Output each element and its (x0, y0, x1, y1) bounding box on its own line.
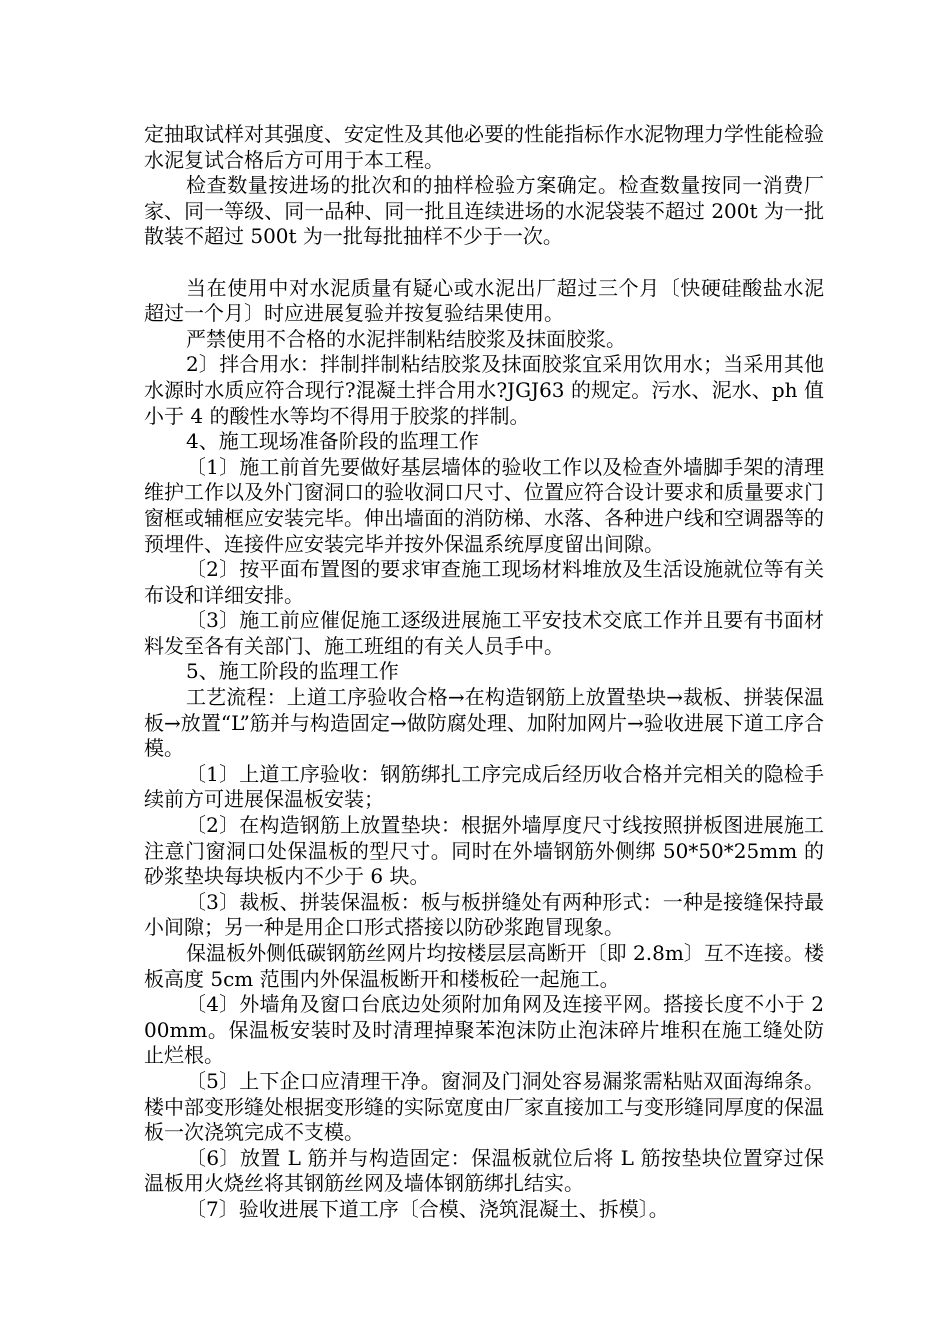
paragraph: 〔1〕施工前首先要做好基层墙体的验收工作以及检查外墙脚手架的清理维护工作以及外门窗洞口的验收洞口尺寸、位置应符合设计要求和质量要求门窗框或辅框应安装完毕。伸出墙面的消防梯、水落、各种进户线和空调器等的预埋件、连接件应安装完毕并按外保温系统厚度留出间隙。 (144, 454, 824, 556)
paragraph: 5、施工阶段的监理工作 (186, 659, 399, 684)
paragraph: 〔5〕上下企口应清理干净。窗洞及门洞处容易漏浆需粘贴双面海绵条。楼中部变形缝处根据变形缝的实际宽度由厂家直接加工与变形缝同厚度的保温板一次浇筑完成不支模。 (144, 1068, 824, 1145)
paragraph: 〔2〕在构造钢筋上放置垫块：根据外墙厚度尺寸线按照拼板图进展施工注意门窗洞口处保温板的型尺寸。同时在外墙钢筋外侧绑 50*50*25mm 的砂浆垫块每块板内不少于 6 块。 (144, 813, 824, 889)
paragraph: 定抽取试样对其强度、安定性及其他必要的性能指标作水泥物理力学性能检验水泥复试合格后方可用于本工程。 (144, 122, 824, 172)
paragraph: 严禁使用不合格的水泥拌制粘结胶浆及抹面胶浆。 (186, 326, 626, 351)
paragraph: 〔7〕验收进展下道工序〔合模、浇筑混凝土、拆模〕。 (186, 1196, 669, 1221)
paragraph: 〔3〕裁板、拼装保温板：板与板拼缝处有两种形式：一种是接缝保持最小间隙；另一种是用企口形式搭接以防砂浆跑冒现象。 (144, 889, 824, 940)
paragraph: 当在使用中对水泥质量有疑心或水泥出厂超过三个月〔快硬硅酸盐水泥超过一个月〕时应进展复验并按复验结果使用。 (144, 275, 824, 326)
paragraph: 工艺流程：上道工序验收合格→在构造钢筋上放置垫块→裁板、拼装保温板→放置“L”筋并与构造固定→做防腐处理、加附加网片→验收进展下道工序合模。 (144, 685, 824, 761)
paragraph: 〔2〕按平面布置图的要求审查施工现场材料堆放及生活设施就位等有关布设和详细安排。 (144, 557, 824, 607)
paragraph: 4、施工现场准备阶段的监理工作 (186, 429, 479, 454)
paragraph: 保温板外侧低碳钢筋丝网片均按楼层层高断开〔即 2.8m〕互不连接。楼板高度 5cm 范围内外保温板断开和楼板砼一起施工。 (144, 941, 824, 991)
paragraph: 〔4〕外墙角及窗口台底边处须附加角网及连接平网。搭接长度不小于 200mm。保温板安装时及时清理掉聚苯泡沫防止泡沫碎片堆积在施工缝处防止烂根。 (144, 992, 824, 1068)
paragraph: 〔6〕放置 L 筋并与构造固定：保温板就位后将 L 筋按垫块位置穿过保温板用火烧丝将其钢筋丝网及墙体钢筋绑扎结实。 (144, 1145, 824, 1196)
paragraph: 检查数量按进场的批次和的抽样检验方案确定。检查数量按同一消费厂家、同一等级、同一品种、同一批且连续进场的水泥袋装不超过 200t 为一批散装不超过 500t 为一批每批抽样不少于一次。 (144, 173, 824, 249)
paragraph: 〔1〕上道工序验收：钢筋绑扎工序完成后经历收合格并完相关的隐检手续前方可进展保温板安装； (144, 761, 824, 812)
document-body (144, 122, 824, 1223)
paragraph: 2〕拌合用水：拌制拌制粘结胶浆及抹面胶浆宜采用饮用水；当采用其他水源时水质应符合现行?混凝土拌合用水?JGJ63 的规定。污水、泥水、ph 值小于 4 的酸性水等均不得用于胶浆的拌制。 (144, 352, 824, 428)
paragraph: 〔3〕施工前应催促施工逐级进展施工平安技术交底工作并且要有书面材料发至各有关部门、施工班组的有关人员手中。 (144, 608, 824, 658)
blank-line (144, 250, 824, 276)
